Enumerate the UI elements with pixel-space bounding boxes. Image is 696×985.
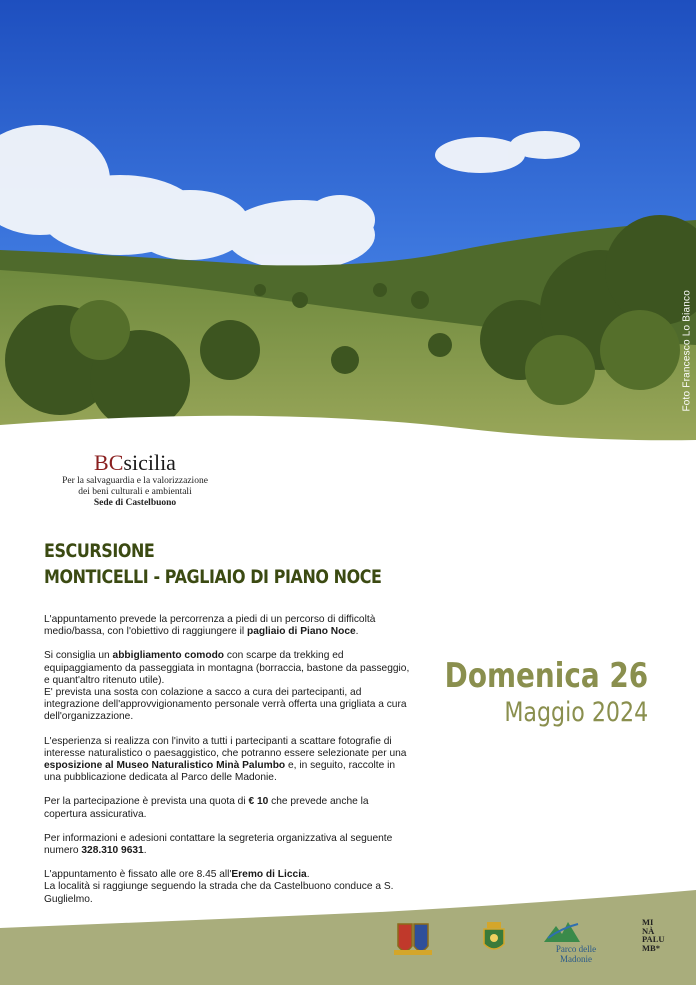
municipality-logo	[480, 920, 508, 956]
brand-tagline-1: Per la salvaguardia e la valorizzazione	[62, 476, 208, 486]
title-line-1: ESCURSIONE	[44, 540, 155, 562]
date-month: Maggio 2024	[504, 697, 648, 728]
hero-photo	[0, 0, 696, 445]
brand-seat: Sede di Castelbuono	[93, 498, 177, 508]
paragraph-route: L'appuntamento prevede la percorrenza a piedi di un percorso di difficoltà medio/bassa, con l'obiettivo di raggiungere il pagliaio di Piano Noce.	[44, 614, 376, 638]
crest-logo	[388, 920, 438, 960]
event-description	[44, 614, 414, 918]
parco-label: Parco delle Madonie	[555, 944, 597, 964]
date-day: Domenica 26	[444, 656, 648, 696]
mountain-icon	[540, 918, 584, 944]
event-title	[44, 538, 382, 590]
brand-logo	[40, 450, 230, 509]
paragraph-contact: Per informazioni e adesioni contattare la segreteria organizzativa al seguente numero 328.310 9631.	[44, 832, 393, 857]
paragraph-photography: L'esperienza si realizza con l'invito a tutti i partecipanti a scattare fotografie di interesse naturalistico o paesaggistico, che potranno essere selezionate per una esposizione al Museo Naturalistico Minà Palumbo e, in seguito, raccolte in una pubblicazione dedicata al Parco delle Madonie.	[44, 735, 407, 784]
title-line-2: MONTICELLI - PAGLIAIO DI PIANO NOCE	[44, 566, 382, 588]
footer-band	[0, 880, 696, 985]
paragraph-fee: Per la partecipazione è prevista una quota di € 10 che prevede anche la copertura assicurativa.	[44, 796, 369, 820]
landscape-illustration	[0, 0, 696, 445]
paragraph-meeting: L'appuntamento è fissato alle ore 8.45 all'Eremo di Liccia. La località si raggiunge seguendo la strada che da Castelbuono conduce a S. Guglielmo.	[44, 869, 394, 905]
brand-tagline-2: dei beni culturali e ambientali	[78, 487, 192, 497]
brand-name: BCsicilia	[94, 450, 176, 475]
event-date	[400, 656, 648, 730]
photo-credit: Foto Francesco Lo Bianco	[682, 290, 693, 412]
museo-logo: MI NÀ PALU MB*	[642, 917, 665, 953]
parco-madonie-logo	[540, 918, 612, 962]
paragraph-equipment: Si consiglia un abbigliamento comodo con scarpe da trekking ed equipaggiamento da passeggiata in montagna (borraccia, bastone da passeggio, e quant'altro ritenuto utile). E' prevista una sosta con colazione a sacco a cura dei partecipanti, ad integrazione dell'approvvigionamento personale verrà offerta una grigliata a cura dell'organizzazione.	[44, 650, 410, 723]
